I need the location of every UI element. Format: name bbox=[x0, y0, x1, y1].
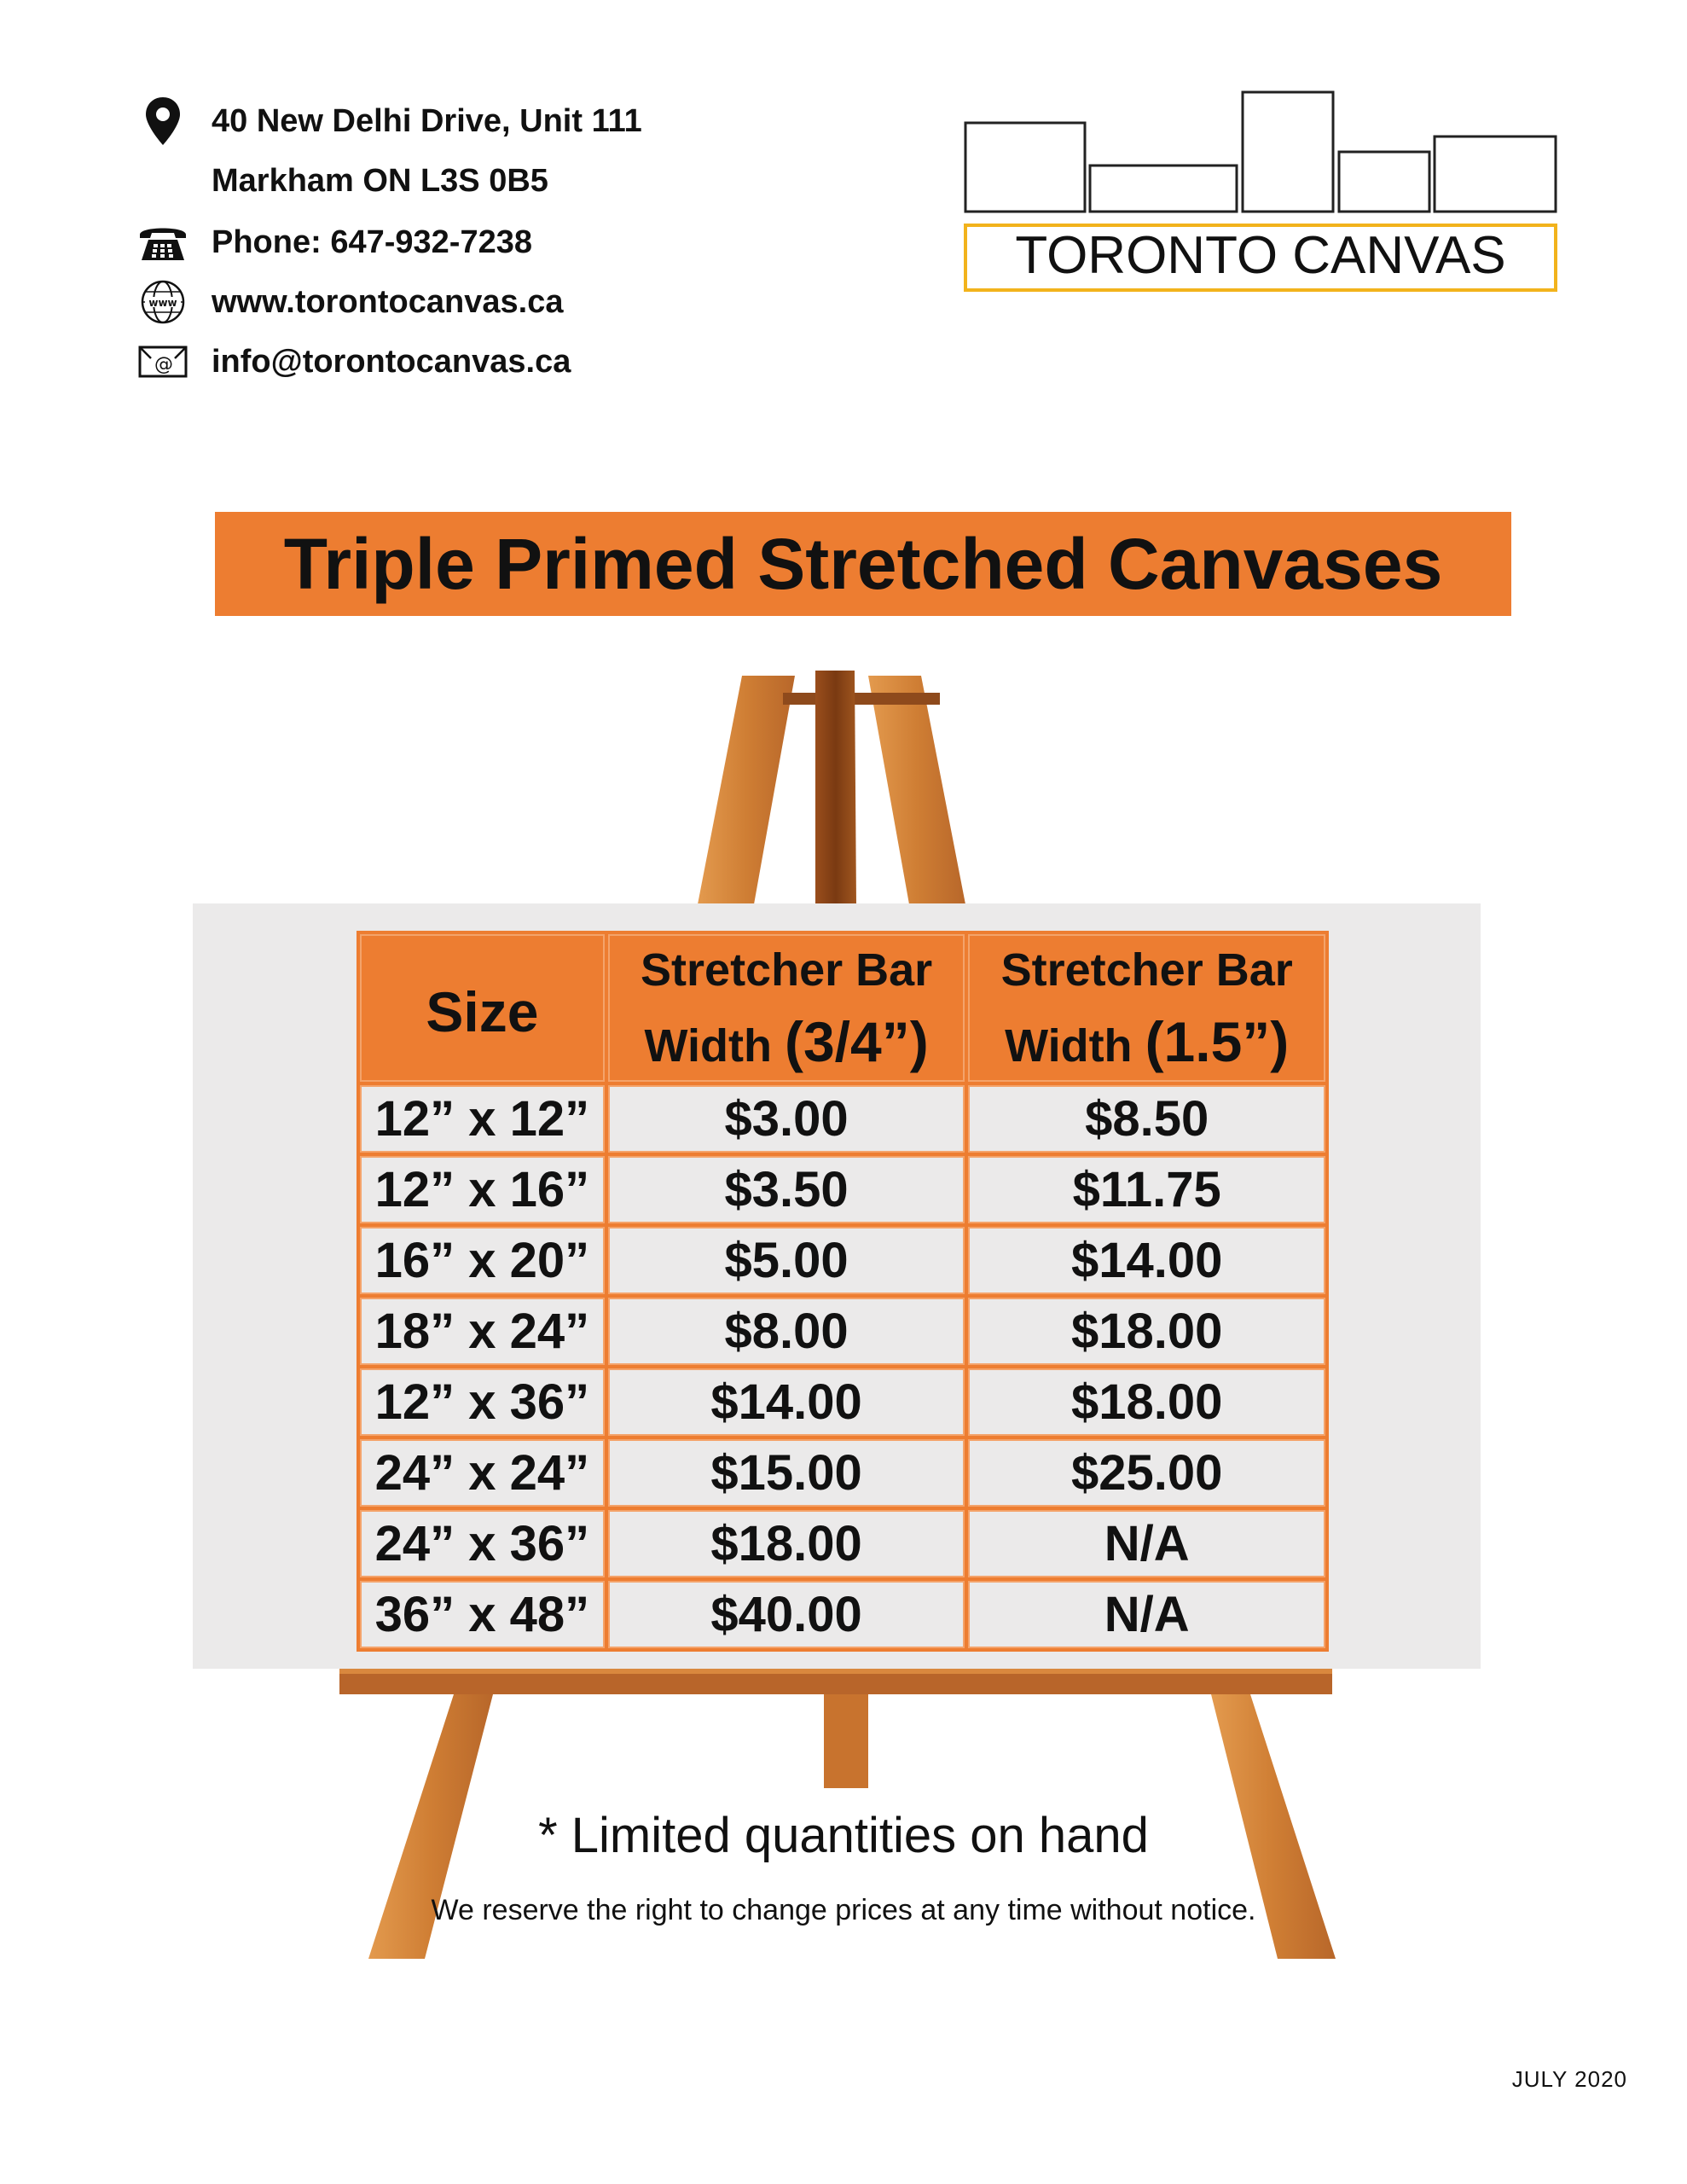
publication-date: JULY 2020 bbox=[1511, 2066, 1627, 2092]
size-cell: 12” x 16” bbox=[360, 1156, 605, 1223]
size-cell: 24” x 36” bbox=[360, 1510, 605, 1577]
price-table bbox=[357, 931, 1329, 1652]
price-15-cell: $18.00 bbox=[968, 1298, 1325, 1365]
limited-quantities-note: * Limited quantities on hand bbox=[538, 1808, 1149, 1863]
size-cell: 12” x 36” bbox=[360, 1368, 605, 1436]
size-cell: 36” x 48” bbox=[360, 1581, 605, 1648]
size-cell: 24” x 24” bbox=[360, 1439, 605, 1507]
header-size: Size bbox=[360, 934, 605, 1082]
easel-top-crossbar bbox=[783, 693, 940, 705]
website-link[interactable]: www.torontocanvas.ca bbox=[212, 283, 564, 320]
price-15-cell: $14.00 bbox=[968, 1227, 1325, 1294]
svg-text:www: www bbox=[148, 297, 177, 309]
table-row bbox=[360, 1298, 1325, 1365]
logo-text: TORONTO CANVAS bbox=[1015, 226, 1506, 285]
size-cell: 12” x 12” bbox=[360, 1085, 605, 1153]
easel-center-post bbox=[815, 671, 856, 904]
table-row bbox=[360, 1439, 1325, 1507]
price-34-cell: $40.00 bbox=[608, 1581, 965, 1648]
svg-text:@: @ bbox=[154, 354, 173, 375]
price-34-cell: $18.00 bbox=[608, 1510, 965, 1577]
price-34-cell: $3.50 bbox=[608, 1156, 965, 1223]
price-34-cell: $15.00 bbox=[608, 1439, 965, 1507]
price-34-cell: $14.00 bbox=[608, 1368, 965, 1436]
table-row bbox=[360, 1368, 1325, 1436]
table-row bbox=[360, 1085, 1325, 1153]
price-34-cell: $3.00 bbox=[608, 1085, 965, 1153]
email-link[interactable]: info@torontocanvas.ca bbox=[212, 343, 571, 380]
header-bar-15: Stretcher Bar Width (1.5”) bbox=[968, 934, 1325, 1082]
page-title: Triple Primed Stretched Canvases bbox=[283, 523, 1443, 604]
address-line-1: 40 New Delhi Drive, Unit 111 bbox=[212, 102, 642, 139]
price-34-cell: $5.00 bbox=[608, 1227, 965, 1294]
table-row bbox=[360, 1156, 1325, 1223]
price-15-cell: $11.75 bbox=[968, 1156, 1325, 1223]
phone-number[interactable]: Phone: 647-932-7238 bbox=[212, 224, 532, 260]
size-cell: 18” x 24” bbox=[360, 1298, 605, 1365]
easel-right-leg-top bbox=[868, 676, 965, 904]
table-row bbox=[360, 1510, 1325, 1577]
price-15-cell: $25.00 bbox=[968, 1439, 1325, 1507]
price-34-cell: $8.00 bbox=[608, 1298, 965, 1365]
address-line-2: Markham ON L3S 0B5 bbox=[212, 162, 548, 199]
price-15-cell: N/A bbox=[968, 1581, 1325, 1648]
price-15-cell: N/A bbox=[968, 1510, 1325, 1577]
price-15-cell: $8.50 bbox=[968, 1085, 1325, 1153]
table-header-row bbox=[360, 934, 1325, 1082]
price-15-cell: $18.00 bbox=[968, 1368, 1325, 1436]
table-row bbox=[360, 1227, 1325, 1294]
header-bar-34: Stretcher Bar Width (3/4”) bbox=[608, 934, 965, 1082]
price-disclaimer: We reserve the right to change prices at any time without notice. bbox=[431, 1894, 1256, 1926]
easel-left-leg-top bbox=[698, 676, 795, 904]
size-cell: 16” x 20” bbox=[360, 1227, 605, 1294]
table-row bbox=[360, 1581, 1325, 1648]
easel-center-post-bottom bbox=[824, 1694, 868, 1788]
